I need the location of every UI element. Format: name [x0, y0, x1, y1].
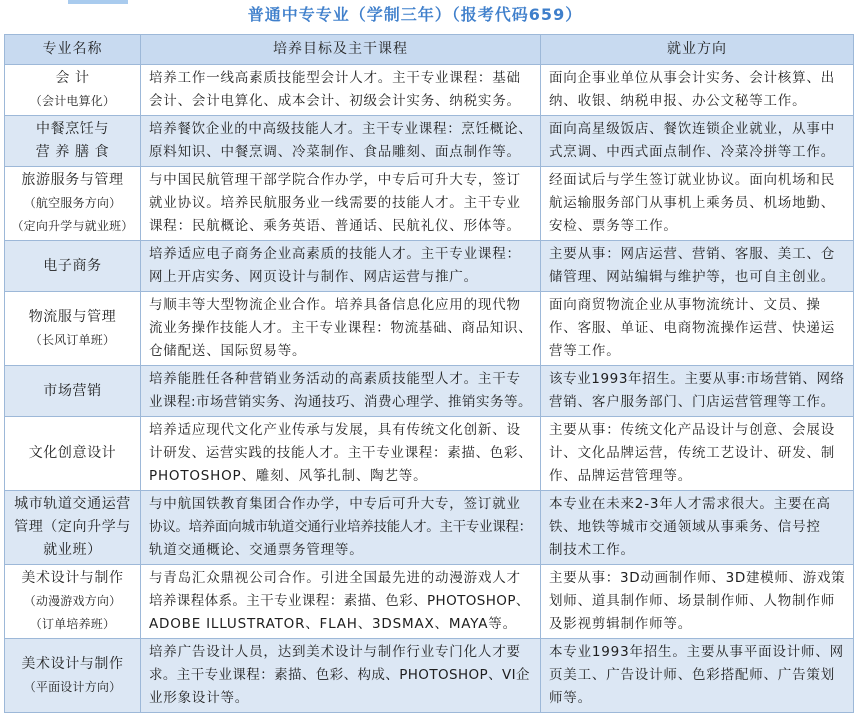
career-direction-cell: [541, 565, 854, 639]
training-goal-line: 原料知识、中餐烹调、冷菜制作、食品雕刻、面点制作等。: [149, 144, 521, 160]
career-direction-cell: [541, 491, 854, 565]
major-name-line: 会 计: [55, 70, 90, 86]
major-name-cell: [5, 167, 141, 241]
career-direction-line: 计、文化品牌运营，传统工艺设计、研发、制: [549, 445, 835, 461]
major-name-cell: [5, 292, 141, 366]
career-direction-line: 式烹调、中西式面点制作、冷菜冷拼等工作。: [549, 144, 835, 160]
training-goal-cell: [141, 167, 541, 241]
career-direction-line: 主要从事：3D动画制作师、3D建模师、游戏策: [549, 570, 845, 586]
career-direction-cell: [541, 639, 854, 713]
career-direction-line: 面向高星级饭店、餐饮连锁企业就业，从事中: [549, 121, 835, 137]
training-goal-cell: [141, 491, 541, 565]
training-goal-cell: [141, 366, 541, 417]
career-direction-line: 师等。: [549, 690, 592, 706]
major-name-line: 城市轨道交通运营: [14, 496, 131, 512]
training-goal-line: 培养适应现代文化产业传承与发展，具有传统文化创新、设: [149, 422, 521, 438]
career-direction-line: 纳、收银、纳税申报、办公文秘等工作。: [549, 93, 807, 109]
major-row: [5, 417, 854, 491]
training-goal-line: 轨道交通概论、交通票务管理等。: [149, 542, 364, 558]
training-goal-line: 培养工作一线高素质技能型会计人才。主干专业课程：基础: [149, 70, 521, 86]
header-training-goal: 培养目标及主干课程: [141, 35, 541, 65]
training-goal-line: 网上开店实务、网页设计与制作、网店运营与推广。: [149, 269, 478, 285]
major-note-line: （会计电算化）: [29, 94, 116, 108]
career-direction-cell: [541, 366, 854, 417]
training-goal-line: 就业协议。培养民航服务业一线需要的技能人才。主干专业: [149, 195, 521, 211]
training-goal-line: 求。主干专业课程：素描、色彩、构成、PHOTOSHOP、VI企: [149, 667, 530, 683]
major-name-cell: [5, 241, 141, 292]
career-direction-cell: [541, 116, 854, 167]
major-row: [5, 639, 854, 713]
major-name-line: 中餐烹饪与: [36, 121, 109, 137]
career-direction-line: 本专业在未来2-3年人才需求很大。主要在高: [549, 496, 831, 512]
header-row: [5, 35, 854, 65]
training-goal-line: 计研发、运营实践的技能人才。主干专业课程：素描、色彩、: [149, 445, 532, 461]
career-direction-line: 划师、道具制作师、场景制作师、人物制作师: [549, 593, 835, 609]
career-direction-line: 面向商贸物流企业从事物流统计、文员、操: [549, 297, 821, 313]
career-direction-line: 制技术工作。: [549, 542, 635, 558]
training-goal-cell: [141, 639, 541, 713]
career-direction-line: 经面试后与学生签订就业协议。面向机场和民: [549, 172, 835, 188]
major-name-line: 美术设计与制作: [21, 570, 124, 586]
training-goal-line: 培养课程体系。主干专业课程：素描、色彩、PHOTOSHOP、: [149, 593, 530, 609]
major-name-line: 营 养 膳 食: [35, 144, 110, 160]
major-name-line: 管理（定向升学与: [14, 519, 131, 535]
career-direction-line: 页美工、广告设计师、色彩搭配师、广告策划: [549, 667, 835, 683]
career-direction-line: 作、品牌运营管理等。: [549, 468, 692, 484]
major-name-cell: [5, 116, 141, 167]
table-body: [5, 65, 854, 713]
major-name-line: 旅游服务与管理: [21, 172, 124, 188]
major-row: [5, 65, 854, 116]
major-note-line: （航空服务方向）: [23, 196, 122, 210]
career-direction-cell: [541, 65, 854, 116]
career-direction-cell: [541, 292, 854, 366]
major-row: [5, 167, 854, 241]
career-direction-line: 本专业1993年招生。主要从事平面设计师、网: [549, 644, 844, 660]
training-goal-line: 与中航国铁教育集团合作办学，中专后可升大专，签订就业: [149, 496, 521, 512]
major-row: [5, 116, 854, 167]
training-goal-line: PHOTOSHOP、雕刻、风筝扎制、陶艺等。: [149, 468, 428, 484]
training-goal-line: 与顺丰等大型物流企业合作。培养具备信息化应用的现代物: [149, 297, 521, 313]
major-name-line: 市场营销: [43, 382, 102, 399]
major-name-cell: [5, 65, 141, 116]
header-major-name: 专业名称: [5, 35, 141, 65]
career-direction-line: 储管理、网站编辑与维护等，也可自主创业。: [549, 269, 835, 285]
major-row: [5, 565, 854, 639]
training-goal-line: 培养广告设计人员，达到美术设计与制作行业专门化人才要: [149, 644, 521, 660]
training-goal-line: 与中国民航管理干部学院合作办学，中专后可升大专，签订: [149, 172, 521, 188]
training-goal-cell: [141, 65, 541, 116]
major-note-line: （动漫游戏方向）: [23, 594, 122, 608]
major-name-cell: [5, 366, 141, 417]
training-goal-line: 业课程:市场营销实务、沟通技巧、消费心理学、推销实务等。: [149, 394, 532, 410]
training-goal-line: 会计、会计电算化、成本会计、初级会计实务、纳税实务。: [149, 93, 521, 109]
training-goal-line: 培养适应电子商务企业高素质的技能人才。主干专业课程：: [149, 246, 521, 262]
career-direction-line: 该专业1993年招生。主要从事:市场营销、网络: [549, 371, 845, 387]
major-note-line: （定向升学与就业班）: [11, 219, 134, 233]
career-direction-line: 主要从事：网店运营、营销、客服、美工、仓: [549, 246, 835, 262]
training-goal-line: 课程：民航概论、乘务英语、普通话、民航礼仪、形体等。: [149, 218, 521, 234]
major-name-cell: [5, 417, 141, 491]
training-goal-line: 业形象设计等。: [149, 690, 250, 706]
major-note-line: （长风订单班）: [29, 332, 116, 347]
major-name-cell: [5, 639, 141, 713]
training-goal-cell: [141, 417, 541, 491]
major-name-line: 就业班）: [43, 542, 102, 558]
career-direction-line: 面向企事业单位从事会计实务、会计核算、出: [549, 70, 835, 86]
career-direction-line: 主要从事：传统文化产品设计与创意、会展设: [549, 422, 835, 438]
training-goal-cell: [141, 116, 541, 167]
career-direction-line: 安检、票务等工作。: [549, 218, 678, 234]
career-direction-line: 营等工作。: [549, 343, 621, 359]
training-goal-cell: [141, 292, 541, 366]
training-goal-line: 培养能胜任各种营销业务活动的高素质技能型人才。主干专: [149, 371, 521, 387]
career-direction-line: 铁、地铁等城市交通领域从事乘务、信号控: [549, 519, 821, 535]
header-career-direction: 就业方向: [541, 35, 854, 65]
career-direction-line: 作、客服、单证、电商物流操作运营、快递运: [549, 320, 835, 336]
training-goal-line: 仓储配送、国际贸易等。: [149, 343, 307, 359]
major-note-line: （订单培养班）: [29, 617, 116, 631]
table-header: [5, 35, 854, 65]
majors-table: [4, 34, 854, 713]
career-direction-line: 航运输服务部门从事机上乘务员、机场地勤、: [549, 195, 835, 211]
career-direction-line: 及影视剪辑制作师等。: [549, 616, 692, 632]
major-name-line: 美术设计与制作: [21, 655, 124, 672]
major-name-line: 文化创意设计: [28, 445, 117, 461]
training-goal-line: 流业务操作技能人才。主干专业课程：物流基础、商品知识、: [149, 320, 532, 336]
major-name-line: 物流服与管理: [28, 308, 117, 325]
major-row: [5, 241, 854, 292]
career-direction-line: 营销、客户服务部门、门店运营管理等工作。: [549, 394, 835, 410]
career-direction-cell: [541, 241, 854, 292]
training-goal-line: 与青岛汇众鼎视公司合作。引进全国最先进的动漫游戏人才: [149, 570, 521, 586]
training-goal-cell: [141, 565, 541, 639]
training-goal-cell: [141, 241, 541, 292]
page-title: 普通中专专业（学制三年）（报考代码659）: [247, 5, 583, 24]
major-row: [5, 292, 854, 366]
major-name-cell: [5, 565, 141, 639]
training-goal-line: 培养餐饮企业的中高级技能人才。主干专业课程：烹饪概论、: [149, 121, 532, 137]
major-name-line: 电子商务: [43, 257, 102, 274]
major-name-cell: [5, 491, 141, 565]
major-row: [5, 491, 854, 565]
training-goal-line: ADOBE ILLUSTRATOR、FLAH、3DSMAX、MAYA等。: [149, 616, 517, 632]
major-row: [5, 366, 854, 417]
training-goal-line: 协议。培养面向城市轨道交通行业培养技能人才。主干专业课程：: [149, 519, 532, 535]
major-note-line: （平面设计方向）: [23, 679, 122, 694]
career-direction-cell: [541, 417, 854, 491]
career-direction-cell: [541, 167, 854, 241]
